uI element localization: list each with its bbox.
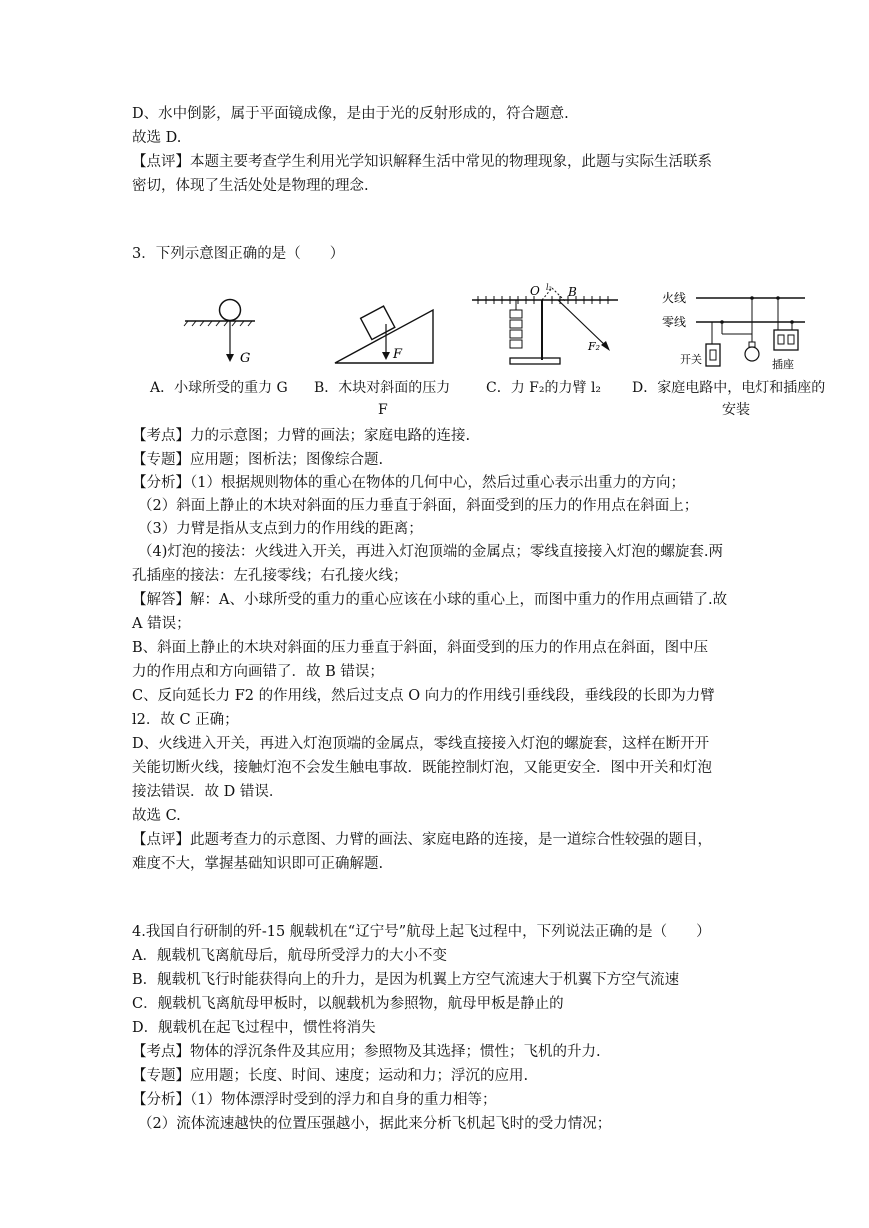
- label-g: G: [240, 351, 251, 366]
- text-line: 接法错误．故 D 错误．: [132, 784, 284, 800]
- text-line: （2）流体流速越快的位置压强越小，据此来分析飞机起飞时的受力情况；: [138, 1116, 612, 1132]
- label-zero-wire: 零线: [662, 315, 687, 329]
- label-f2: F₂: [588, 340, 601, 353]
- option-a: A．舰载机飞离航母后，航母所受浮力的大小不变: [132, 948, 447, 964]
- label-o: O: [530, 284, 540, 298]
- text-line: 故选 C.: [132, 808, 181, 824]
- label-socket: 插座: [772, 358, 794, 371]
- text-line: 密切，体现了生活处处是物理的理念.: [132, 178, 369, 194]
- caption-c: C．力 F₂的力臂 l₂: [486, 380, 602, 396]
- figure-d-household-circuit: [660, 282, 810, 374]
- text-line: （3）力臂是指从支点到力的作用线的距离；: [138, 521, 423, 537]
- text-line: 【专题】应用题；图析法；图像综合题.: [132, 452, 384, 468]
- text-line: 【分析】（1）物体漂浮时受到的浮力和自身的重力相等；: [132, 1092, 497, 1108]
- figure-b-incline-pressure: [330, 290, 440, 370]
- text-line: D、水中倒影，属于平面镜成像，是由于光的反射形成的，符合题意.: [132, 106, 569, 122]
- question-3-stem: 3．下列示意图正确的是（ ）: [132, 246, 345, 262]
- label-switch: 开关: [680, 353, 702, 366]
- label-b: B: [568, 285, 577, 299]
- option-d: D．舰载机在起飞过程中，惯性将消失: [132, 1020, 376, 1036]
- caption-d: D．家庭电路中，电灯和插座的: [632, 380, 826, 396]
- text-line: l2．故 C 正确；: [132, 712, 239, 728]
- text-line: 【考点】物体的浮沉条件及其应用；参照物及其选择；惯性；飞机的升力.: [132, 1044, 601, 1060]
- caption-d-cont: 安装: [722, 402, 750, 418]
- text-line: A 错误；: [132, 616, 191, 632]
- text-line: 【考点】力的示意图；力臂的画法；家庭电路的连接.: [132, 428, 471, 444]
- option-b: B．舰载机飞行时能获得向上的升力，是因为机翼上方空气流速大于机翼下方空气流速: [132, 972, 680, 988]
- text-line: B、斜面上静止的木块对斜面的压力垂直于斜面，斜面受到的压力的作用点在斜面，图中压: [132, 640, 709, 656]
- question-4-stem: 4.我国自行研制的歼-15 舰载机在“辽宁号”航母上起飞过程中，下列说法正确的是（ ）: [132, 924, 711, 940]
- caption-a: A．小球所受的重力 G: [150, 380, 288, 396]
- figure-a-ball-gravity: [180, 290, 260, 370]
- label-fire-wire: 火线: [662, 291, 687, 305]
- text-line: 关能切断火线，接触灯泡不会发生触电事故．既能控制灯泡，又能更安全．图中开关和灯泡: [132, 760, 712, 776]
- text-line: （4)灯泡的接法：火线进入开关，再进入灯泡顶端的金属点；零线直接接入灯泡的螺旋套.两: [138, 544, 723, 560]
- text-line: 力的作用点和方向画错了．故 B 错误；: [132, 664, 384, 680]
- label-l2: l₂: [546, 283, 552, 292]
- text-line: 【解答】解：A、小球所受的重力的重心应该在小球的重心上，而图中重力的作用点画错了.故: [132, 592, 728, 608]
- text-line: 【点评】本题主要考查学生利用光学知识解释生活中常见的物理现象，此题与实际生活联系: [132, 154, 712, 170]
- text-line: （2）斜面上静止的木块对斜面的压力垂直于斜面，斜面受到的压力的作用点在斜面上；: [138, 498, 699, 514]
- caption-b: B．木块对斜面的压力: [314, 380, 451, 396]
- label-f: F: [393, 347, 403, 362]
- text-line: 故选 D.: [132, 130, 182, 146]
- text-line: 难度不大，掌握基础知识即可正确解题.: [132, 856, 384, 872]
- text-line: 【点评】此题考查力的示意图、力臂的画法、家庭电路的连接，是一道综合性较强的题目，: [132, 832, 712, 848]
- text-line: D、火线进入开关，再进入灯泡顶端的金属点，零线直接接入灯泡的螺旋套，这样在断开开: [132, 736, 710, 752]
- text-line: 【分析】（1）根据规则物体的重心在物体的几何中心，然后过重心表示出重力的方向；: [132, 475, 685, 491]
- option-c: C．舰载机飞离航母甲板时，以舰载机为参照物，航母甲板是静止的: [132, 996, 564, 1012]
- text-line: C、反向延长力 F2 的作用线，然后过支点 O 向力的作用线引垂线段，垂线段的长即为力臂: [132, 688, 715, 704]
- caption-b-f: F: [378, 402, 388, 418]
- text-line: 【专题】应用题；长度、时间、速度；运动和力；浮沉的应用.: [132, 1068, 529, 1084]
- figure-c-lever-arm: [470, 278, 620, 370]
- text-line: 孔插座的接法：左孔接零线；右孔接火线；: [132, 568, 408, 584]
